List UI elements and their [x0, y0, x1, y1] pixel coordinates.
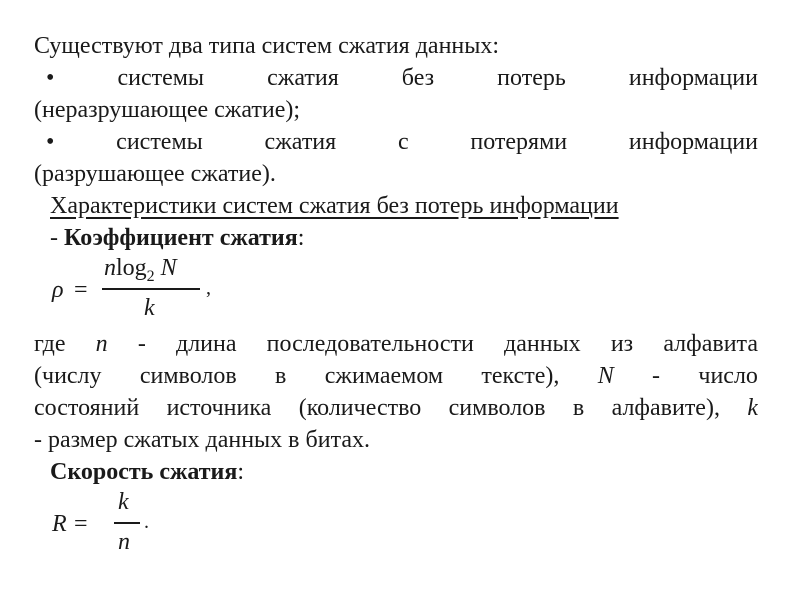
bullet-word: информации: [628, 129, 758, 155]
fraction-bar: [102, 288, 200, 290]
formula-N: N: [160, 255, 177, 281]
bullet-item-lossy: [34, 126, 758, 158]
formula-log: log: [116, 255, 147, 281]
bullet-item-lossless: [34, 62, 758, 94]
ratio-label-line: [34, 222, 758, 254]
bullet-word: без: [401, 65, 435, 91]
explanation-word: тексте),: [481, 363, 560, 389]
bullet-icon: •: [46, 65, 55, 91]
ratio-label: Коэффициент сжатия: [64, 225, 298, 251]
explanation-line-3: [34, 392, 758, 424]
formula-numerator: [104, 252, 177, 284]
formula-equals: =: [74, 511, 88, 537]
bullet-continuation-text: (разрушающее сжатие).: [34, 161, 276, 187]
ratio-formula: [52, 254, 758, 328]
explanation-var-k: k: [747, 395, 758, 421]
formula-n: n: [104, 255, 116, 281]
formula-denominator: n: [118, 529, 130, 555]
bullet-icon: •: [46, 129, 55, 155]
explanation-word: где: [34, 331, 66, 357]
document-page: [34, 30, 758, 562]
bullet-continuation: [34, 94, 758, 126]
ratio-prefix: -: [50, 225, 64, 251]
bullet-word: сжатия: [267, 65, 339, 91]
explanation-word: символов: [448, 395, 546, 421]
explanation-word: из: [610, 331, 634, 357]
formula-period: .: [144, 511, 149, 533]
speed-label-line: [34, 456, 758, 488]
explanation-word: число: [698, 363, 758, 389]
formula-rho: ρ: [52, 277, 64, 303]
speed-formula: [52, 488, 758, 562]
bullet-word: потерь: [497, 65, 566, 91]
explanation-word: длина: [175, 331, 237, 357]
explanation-word: алфавита: [663, 331, 758, 357]
explanation-var-N: N: [597, 363, 614, 389]
bullet-continuation: [34, 158, 758, 190]
bullet-word: системы: [116, 129, 203, 155]
explanation-word: последовательности: [266, 331, 474, 357]
explanation-text: - размер сжатых данных в битах.: [34, 427, 370, 453]
bullet-word: системы: [117, 65, 205, 91]
explanation-word: состояний: [34, 395, 140, 421]
formula-numerator: k: [118, 489, 129, 515]
explanation-word: сжимаемом: [324, 363, 444, 389]
explanation-word: -: [652, 363, 661, 389]
explanation-line-2: [34, 360, 758, 392]
speed-colon: :: [237, 459, 245, 485]
bullet-word: сжатия: [264, 129, 337, 155]
explanation-line-4: [34, 424, 758, 456]
formula-equals: =: [74, 277, 88, 303]
formula-denominator: k: [144, 295, 155, 321]
explanation-word: (количество: [298, 395, 422, 421]
bullet-word: с: [397, 129, 409, 155]
explanation-word: данных: [503, 331, 581, 357]
intro-text: Существуют два типа систем сжатия данных:: [34, 33, 500, 59]
formula-R: R: [52, 511, 67, 537]
ratio-colon: :: [297, 225, 305, 251]
bullet-word: информации: [628, 65, 758, 91]
explanation-word: в: [572, 395, 585, 421]
formula-comma: ,: [206, 277, 211, 299]
explanation-word: -: [137, 331, 146, 357]
section-heading-text: Характеристики систем сжатия без потерь информации: [50, 193, 619, 219]
explanation-word: источника: [166, 395, 272, 421]
explanation-word: в: [275, 363, 287, 389]
fraction-bar: [114, 522, 140, 524]
explanation-line-1: [34, 328, 758, 360]
formula-log-base: 2: [146, 267, 155, 285]
explanation-word: символов: [139, 363, 237, 389]
explanation-word: алфавите),: [611, 395, 720, 421]
speed-label: Скорость сжатия: [50, 459, 238, 485]
explanation-var-n: n: [95, 331, 108, 357]
section-heading: [34, 190, 758, 222]
explanation-word: (числу: [34, 363, 102, 389]
bullet-continuation-text: (неразрушающее сжатие);: [34, 97, 301, 123]
intro-line: [34, 30, 758, 62]
bullet-word: потерями: [470, 129, 568, 155]
